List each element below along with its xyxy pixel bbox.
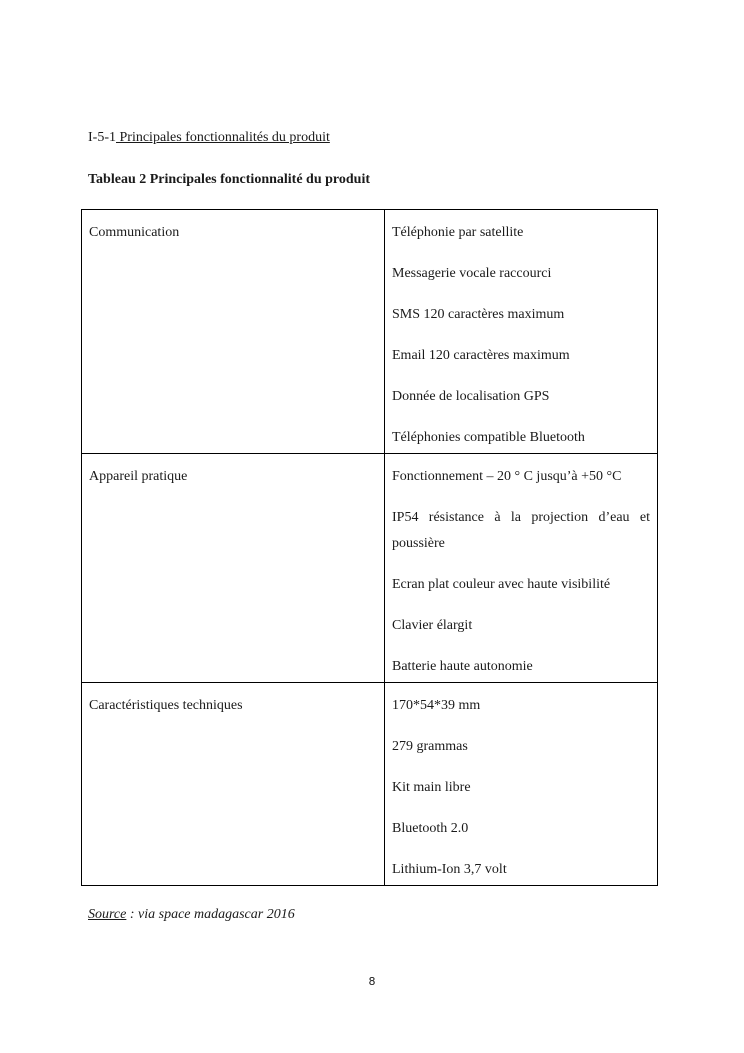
category-cell: Communication	[82, 210, 385, 454]
feature-item: IP54 résistance à la projection d’eau et poussière	[392, 510, 650, 551]
source-label: Source	[88, 907, 127, 922]
features-table	[81, 209, 658, 886]
feature-item: Téléphonie par satellite	[392, 225, 524, 240]
feature-item: SMS 120 caractères maximum	[392, 307, 565, 322]
category-cell: Appareil pratique	[82, 454, 385, 683]
source-text: : via space madagascar 2016	[126, 907, 295, 922]
feature-item: Téléphonies compatible Bluetooth	[392, 430, 585, 445]
table-row	[82, 683, 658, 886]
page-number: 8	[368, 975, 376, 988]
feature-item: Email 120 caractères maximum	[392, 348, 570, 363]
source-note	[88, 906, 295, 924]
table-row	[82, 454, 658, 683]
features-cell	[385, 454, 658, 683]
feature-item: Messagerie vocale raccourci	[392, 266, 552, 281]
feature-item: Kit main libre	[392, 780, 471, 795]
feature-item: Ecran plat couleur avec haute visibilité	[392, 577, 611, 592]
table-caption: Tableau 2 Principales fonctionnalité du produit	[88, 172, 370, 187]
section-heading	[88, 129, 330, 147]
feature-item: Bluetooth 2.0	[392, 821, 469, 836]
feature-item: Clavier élargit	[392, 618, 473, 633]
feature-item: 170*54*39 mm	[392, 698, 481, 713]
feature-item: Fonctionnement – 20 ° C jusqu’à +50 °C	[392, 469, 622, 484]
feature-item: Donnée de localisation GPS	[392, 389, 550, 404]
feature-item: Lithium-Ion 3,7 volt	[392, 862, 507, 877]
features-cell	[385, 210, 658, 454]
table-row	[82, 210, 658, 454]
category-cell: Caractéristiques techniques	[82, 683, 385, 886]
section-title: Principales fonctionnalités du produit	[116, 130, 330, 145]
features-cell	[385, 683, 658, 886]
feature-item: 279 grammas	[392, 739, 468, 754]
section-number: I-5-1	[88, 130, 116, 145]
feature-item: Batterie haute autonomie	[392, 659, 533, 674]
